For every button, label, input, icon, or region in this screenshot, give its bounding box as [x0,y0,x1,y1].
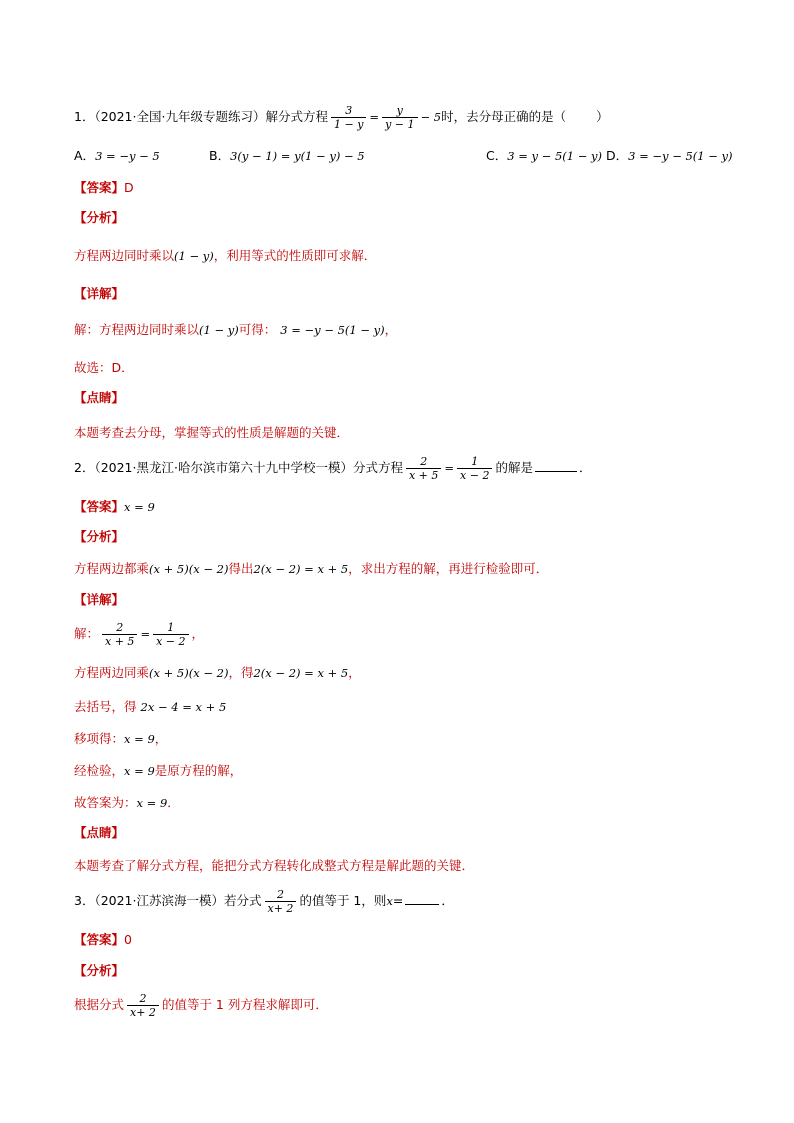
q2-fraction-1 [406,455,441,482]
text: ，求出方程的解，再进行检验即可． [348,561,549,576]
q3-analysis-tag [74,961,124,979]
frac-num: 2 [276,888,284,901]
frac-num: 1 [471,455,479,468]
math: x = 9 [136,796,168,810]
q2-answer [74,497,155,515]
text: 方程两边同乘 [74,665,150,680]
q1-analysis [74,246,376,264]
q1-frac1-den: 1 − y [331,117,366,131]
q2-detail-5 [74,761,242,779]
q2-detail-tag [74,590,124,608]
q1-frac1-num: 3 [345,104,353,117]
answer-value: 0 [124,932,132,947]
option-label: D． [606,148,629,163]
q1-stem-post: 时，去分母正确的是（ [441,109,567,124]
q2-stem-end: ． [578,460,592,475]
q3-stem-end: ． [441,893,454,908]
q3-source: （2021·江苏滨海一模） [94,893,224,908]
math: x = 9 [124,764,155,778]
analysis-tag: 【分析】 [74,210,125,225]
math: (x + 5)(x − 2) [149,562,229,576]
q2-detail-1 [74,621,204,648]
q1-detail-tag [74,284,124,302]
q1-option-c [486,146,602,164]
text: 根据分式 [74,997,125,1012]
option-expr: 3 = −y − 5 [95,149,160,163]
fraction [102,621,137,648]
detail-tag: 【详解】 [74,592,125,607]
q1-number: 1． [74,109,95,124]
detail-tag: 【详解】 [74,286,125,301]
q2-answer-blank [535,459,577,472]
math: 2x − 4 = x + 5 [140,700,227,714]
q1-analysis-tag [74,208,124,226]
eq-sign: = [140,627,151,641]
text: 得出 [228,561,254,576]
text: ， [154,731,168,746]
text: 是原方程的解， [154,763,243,778]
answer-value: D [124,180,134,195]
text: 去括号，得 [74,699,137,714]
text: ，得 [228,665,254,680]
q2-comment: 本题考查了解分式方程，能把分式方程转化成整式方程是解此题的关键． [74,858,475,873]
answer-tag: 【答案】 [74,932,125,947]
q3-answer [74,930,132,948]
math: (1 − y) [199,323,239,337]
q1-stem-close: ） [596,109,609,124]
text: 方程两边都乘 [74,561,150,576]
frac-den: x − 2 [457,468,492,482]
frac-num: 2 [139,992,147,1005]
q1-option-b [209,146,365,164]
text: 可得： [238,322,277,337]
option-expr: 3 = −y − 5(1 − y) [628,149,733,163]
analysis-tag: 【分析】 [74,529,125,544]
q3-analysis [74,992,328,1019]
q2-analysis [74,559,548,577]
text: 经检验， [74,763,125,778]
q1-eq-sign: = [369,110,380,124]
q1-comment: 本题考查去分母，掌握等式的性质是解题的关键． [74,425,350,440]
comment-tag: 【点睛】 [74,825,125,840]
q1-source: （2021·全国·九年级专题练习） [94,109,266,124]
frac-den: x+ 2 [265,901,297,915]
answer-tag: 【答案】 [74,499,125,514]
text: 解：方程两边同时乘以 [74,322,200,337]
text: ， [384,322,398,337]
option-expr: 3(y − 1) = y(1 − y) − 5 [230,149,365,163]
q2-stem [74,455,592,482]
frac-den: x + 5 [102,634,137,648]
q3-number: 3． [74,893,95,908]
text: 解： [74,626,100,641]
text: ，利用等式的性质即可求解． [213,248,377,263]
q1-detail-1 [74,320,397,338]
q2-number: 2． [74,460,95,475]
frac-num: 1 [167,621,175,634]
q2-detail-3 [74,697,226,715]
q1-option-a [74,146,160,164]
q2-analysis-tag [74,527,124,545]
q2-detail-4 [74,729,167,747]
q1-fraction-2 [382,104,417,131]
fraction [153,621,188,648]
option-label: B． [209,148,231,163]
q3-var: x [386,894,393,908]
q3-stem [74,888,454,915]
frac-num: 2 [116,621,124,634]
q3-eq: = [392,893,404,908]
option-expr: 3 = y − 5(1 − y) [507,149,602,163]
comment-tag: 【点睛】 [74,390,125,405]
q1-frac2-num: y [396,104,403,117]
eq-sign: = [444,461,455,475]
q3-answer-blank [405,892,439,905]
q1-frac2-den: y − 1 [382,117,417,131]
q2-fraction-2 [457,455,492,482]
text: ． [167,795,180,810]
frac-den: x − 2 [153,634,188,648]
q2-source: （2021·黑龙江·哈尔滨市第六十九中学校一模） [94,460,353,475]
math: (x + 5)(x − 2) [149,666,229,680]
text: ， [191,626,205,641]
q2-stem-post: 的解是 [495,460,533,475]
answer-value: x = 9 [124,500,155,514]
analysis-tag: 【分析】 [74,963,125,978]
math: 3 = −y − 5(1 − y) [280,323,385,337]
text: 移项得： [74,731,125,746]
q2-stem-text: 分式方程 [352,460,403,475]
text: ， [348,665,361,680]
math: (1 − y) [174,249,214,263]
answer-tag: 【答案】 [74,180,125,195]
q1-stem [74,104,609,131]
q2-detail-2 [74,663,361,681]
frac-den: x + 5 [406,468,441,482]
q2-comment-tag [74,823,124,841]
text: 方程两边同时乘以 [74,248,175,263]
option-label: A． [74,148,96,163]
q1-answer [74,178,134,196]
q1-detail-2: 故选：D． [74,360,134,375]
math: x = 9 [124,732,155,746]
frac-den: x+ 2 [127,1005,159,1019]
fraction [127,992,159,1019]
q2-detail-6 [74,793,180,811]
math: 2(x − 2) = x + 5 [253,562,349,576]
q1-stem-text: 解分式方程 [265,109,328,124]
frac-num: 2 [420,455,428,468]
q1-fraction-1 [331,104,366,131]
q1-comment-tag [74,388,124,406]
q3-stem-text: 若分式 [224,893,262,908]
text: 的值等于 1 列方程求解即可． [161,997,328,1012]
q3-stem-mid: 的值等于 1，则 [299,893,387,908]
q1-minus-five: − 5 [420,110,442,124]
math: 2(x − 2) = x + 5 [253,666,349,680]
q3-fraction [265,888,297,915]
text: 故答案为： [74,795,137,810]
option-label: C． [486,148,508,163]
q1-option-d [606,146,733,164]
